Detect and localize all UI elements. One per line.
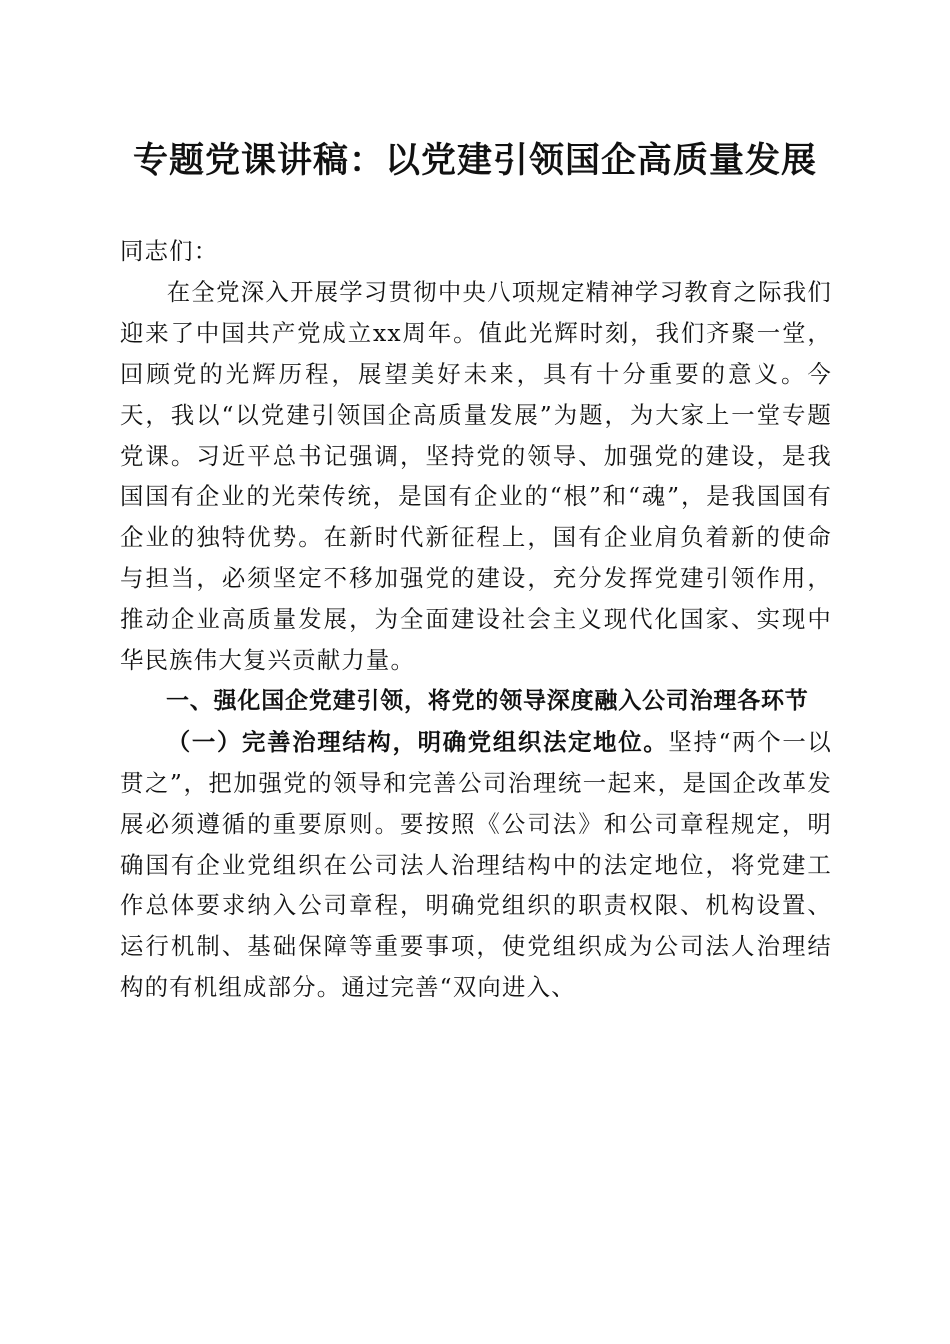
- document-title: 专题党课讲稿：以党建引领国企高质量发展: [132, 140, 817, 181]
- subsection-heading-1: （一）完善治理结构，明确党组织法定地位。: [166, 727, 669, 756]
- subsection-text-1: 坚持“两个一以贯之”，把加强党的领导和完善公司治理统一起来，是国企改革发展必须遵循的重要原则。要按照《公司法》和公司章程规定，明确国有企业党组织在公司法人治理结构中的法定地位，将党建工作总体要求纳入公司章程，明确党组织的职责权限、机构设置、运行机制、基础保障等重要事项，使党组织成为公司法人治理结构的有机组成部分。通过完善“双向进入、: [120, 727, 833, 1002]
- section-heading-1: 一、强化国企党建引领，将党的领导深度融入公司治理各环节: [166, 687, 809, 714]
- subsection-paragraph-1: [120, 722, 832, 1008]
- document-body: [120, 231, 832, 1008]
- intro-paragraph: 在全党深入开展学习贯彻中央八项规定精神学习教育之际我们迎来了中国共产党成立xx周年。值此光辉时刻，我们齐聚一堂，回顾党的光辉历程，展望美好未来，具有十分重要的意义。今天，我以“以党建引领国企高质量发展”为题，为大家上一堂专题党课。习近平总书记强调，坚持党的领导、加强党的建设，是我国国有企业的光荣传统，是国有企业的“根”和“魂”，是我国国有企业的独特优势。在新时代新征程上，国有企业肩负着新的使命与担当，必须坚定不移加强党的建设，充分发挥党建引领作用，推动企业高质量发展，为全面建设社会主义现代化国家、实现中华民族伟大复兴贡献力量。: [120, 277, 832, 675]
- greeting: 同志们：: [120, 237, 219, 265]
